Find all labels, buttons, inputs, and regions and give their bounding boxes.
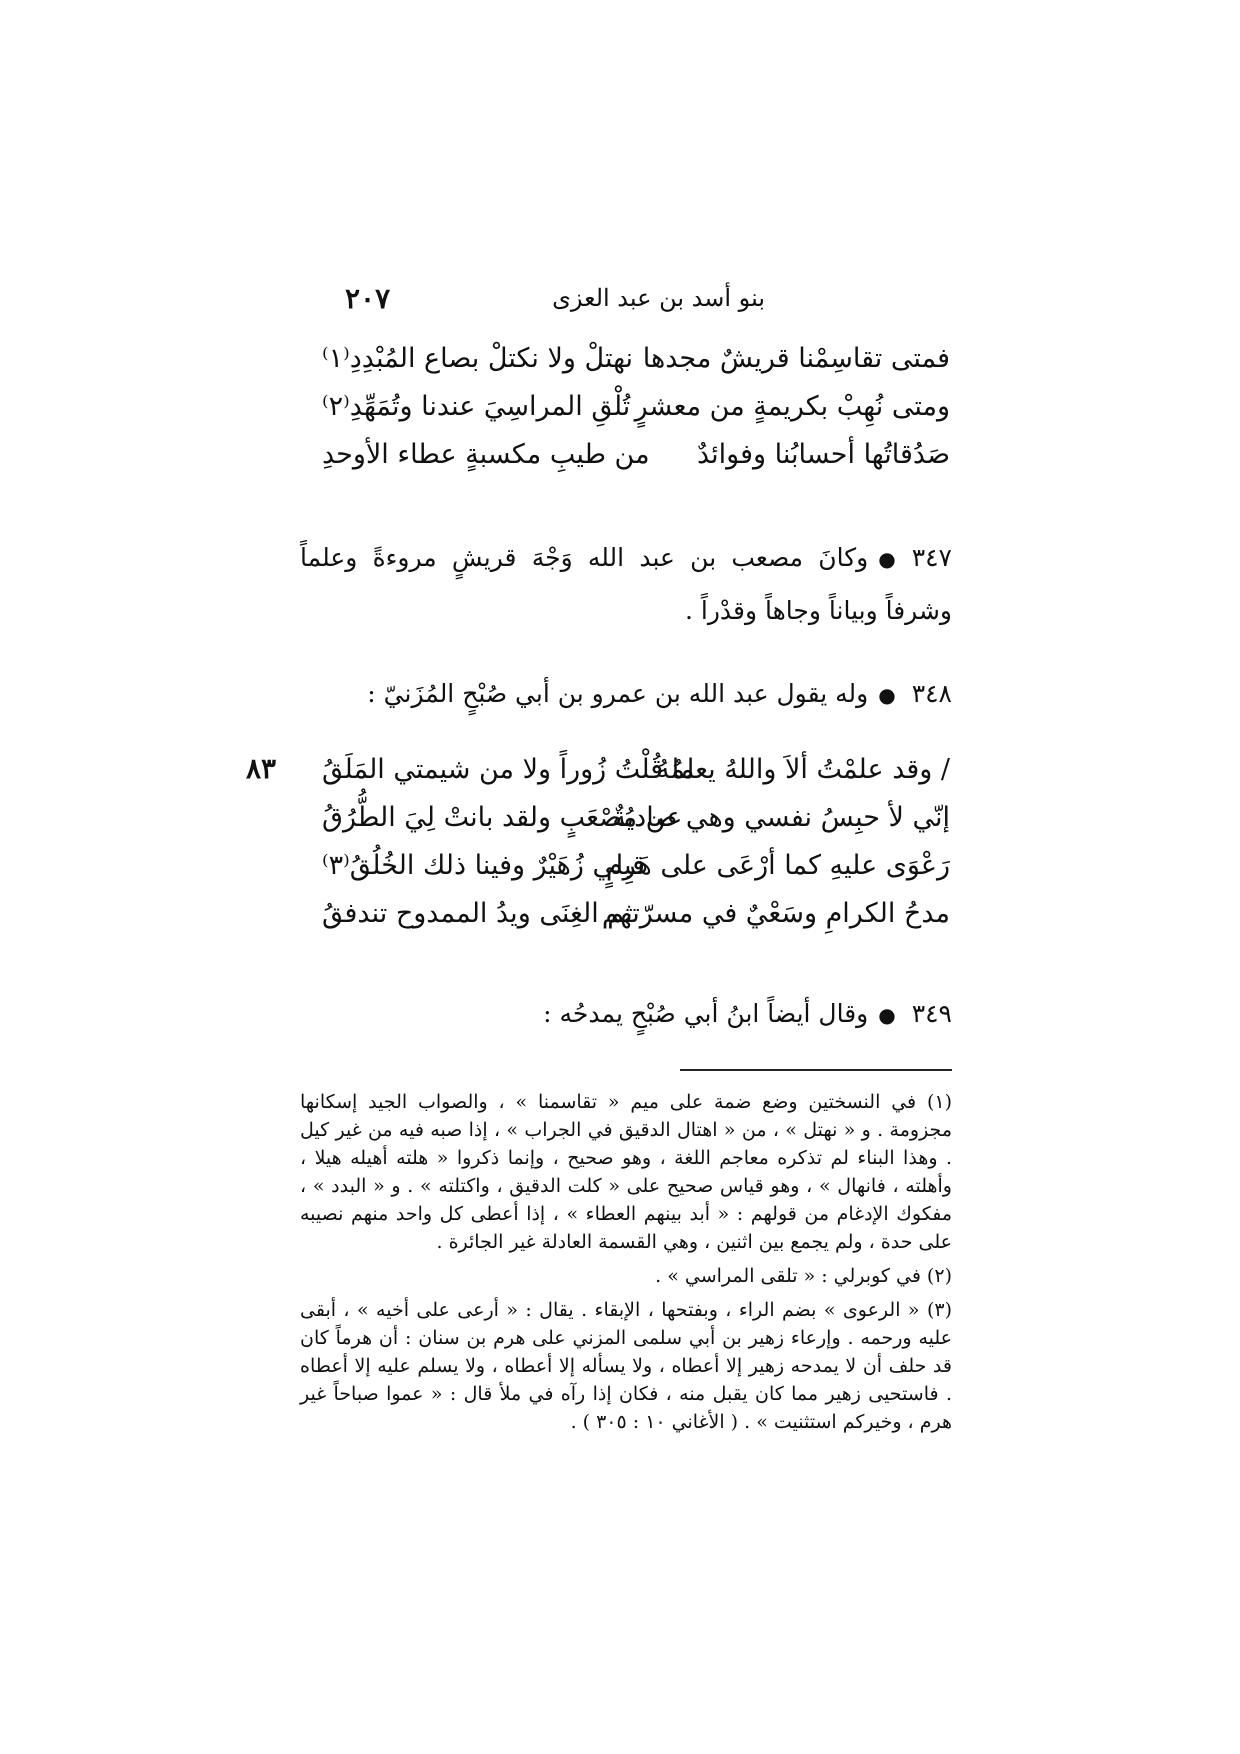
paragraph-text: وله يقول عبد الله بن عمرو بن أبي صُبْحٍ المُزَنيّ : <box>367 679 869 708</box>
verse-first-hemistich: ومتى نُهِبْ بكريمةٍ من معشرٍ <box>634 391 950 422</box>
verse-line <box>322 335 950 383</box>
page-number: ٢٠٧ <box>345 282 391 315</box>
poem-block-2 <box>322 746 950 938</box>
page-header <box>345 282 765 322</box>
verse-line <box>322 431 950 479</box>
verse-second-hemistich: تُلْقِ المراسِيَ عندنا وتُمَهِّدِ⁽٢⁾ <box>322 391 631 422</box>
verse-second-hemistich: ثم الغِنَى ويدُ الممدوح تندفقُ <box>322 898 633 929</box>
verse-line <box>322 842 950 890</box>
paragraph-text: وكانَ مصعب بن عبد الله وَجْهَ قريشٍ مروءةً وعلماً وشرفاً وبياناً وجاهاً وقدْراً . <box>300 543 952 625</box>
verse-first-hemistich: فمتى تقاسِمْنا قريشٌ مجدها <box>642 343 950 374</box>
footnote: (١) في النسختين وضع ضمة على ميم « تقاسمنا » ، والصواب الجيد إسكانها مجزومة . و « نهتل » ، من « اهتال الدقيق في الجراب » ، إذا صبه فيه من غير كيل . وهذا البناء لم تذكره معاجم اللغة ، وهو صحيح ، وإنما ذكروا « هلته أهيله هيلا ، وأهلته ، فانهال » ، وهو قياس صحيح على « كلت الدقيق ، واكتلته » . و « البدد » ، مفكوك الإدغام من قولهم : « أبد بينهم العطاء » ، إذا أعطى كل واحد منهم نصيبه على حدة ، ولم يجمع بين اثنين ، وهي القسمة العادلة غير الجائرة . <box>300 1091 952 1253</box>
paragraph-text: وقال أيضاً ابنُ أبي صُبْحٍ يمدحُه : <box>543 999 869 1028</box>
footnote-divider <box>680 1069 952 1071</box>
verse-first-hemistich: مدحُ الكرامِ وسَعْيٌ في مسرّتهم <box>601 898 950 929</box>
verse-first-hemistich: إنّي لأ حبِسُ نفسي وهي صاديةٌ <box>612 802 950 833</box>
verse-second-hemistich: نهتلْ ولا نكتلْ بصاع المُبْدِدِ⁽١⁾ <box>322 343 634 374</box>
verse-first-hemistich: رَعْوَى عليهِ كما أرْعَى على هَرِمٍ <box>605 850 950 881</box>
verse-second-hemistich: ما قُلْتُ زُوراً ولا من شيمتي المَلَقُ <box>322 754 695 785</box>
verse-line <box>322 383 950 431</box>
verse-second-hemistich: قبلي زُهَيْرٌ وفينا ذلك الخُلُقُ⁽٣⁾ <box>322 850 646 881</box>
verse-second-hemistich: من طيبِ مكسبةٍ عطاء الأوحدِ <box>322 439 650 470</box>
bullet-icon: ● <box>878 547 896 571</box>
footnote: (٣) « الرعوى » بضم الراء ، وبفتحها ، الإبقاء . يقال : « أرعى على أخيه » ، أبقى عليه ورحمه . وإرعاء زهير بن أبي سلمى المزني على هرم بن سنان : أن هرماً كان قد حلف أن لا يمدحه زهير إلا أعطاه ، ولا يسأله إلا أعطاه ، ولا يسلم عليه إلا أعطاه . فاستحيى زهير مما كان يقبل منه ، فكان إذا رآه في ملأ قال : « عموا صباحاً غير هرم ، وخيركم استثنيت » . ( الأغاني ١٠ : ٣٠٥ ) . <box>300 1299 952 1433</box>
paragraph-347 <box>300 532 952 637</box>
paragraph-349 <box>300 988 952 1041</box>
verse-first-hemistich: / وقد علمْتُ ألاَ واللهُ يعلمُهُ <box>656 754 950 785</box>
poem-block-1 <box>322 335 950 479</box>
verse-line <box>322 794 950 842</box>
margin-number: ٨٣ <box>246 752 277 785</box>
verse-line <box>322 890 950 938</box>
verse-second-hemistich: عن مُصْعَبٍ ولقد بانتْ لِيَ الطُّرُقُ <box>322 802 683 833</box>
bullet-icon: ● <box>878 683 896 707</box>
footnotes <box>300 1088 952 1442</box>
running-title: بنو أسد بن عبد العزى <box>552 284 765 312</box>
paragraph-number: ٣٤٩ <box>911 999 952 1028</box>
verse-line <box>322 746 950 794</box>
footnote: (٢) في كوبرلي : « تلقى المراسي » . <box>655 1265 952 1287</box>
paragraph-number: ٣٤٧ <box>911 543 952 572</box>
paragraph-348 <box>300 668 952 721</box>
bullet-icon: ● <box>878 1003 896 1027</box>
verse-first-hemistich: صَدُقاتُها أحسابُنا وفوائدٌ <box>696 439 950 470</box>
paragraph-number: ٣٤٨ <box>911 679 952 708</box>
